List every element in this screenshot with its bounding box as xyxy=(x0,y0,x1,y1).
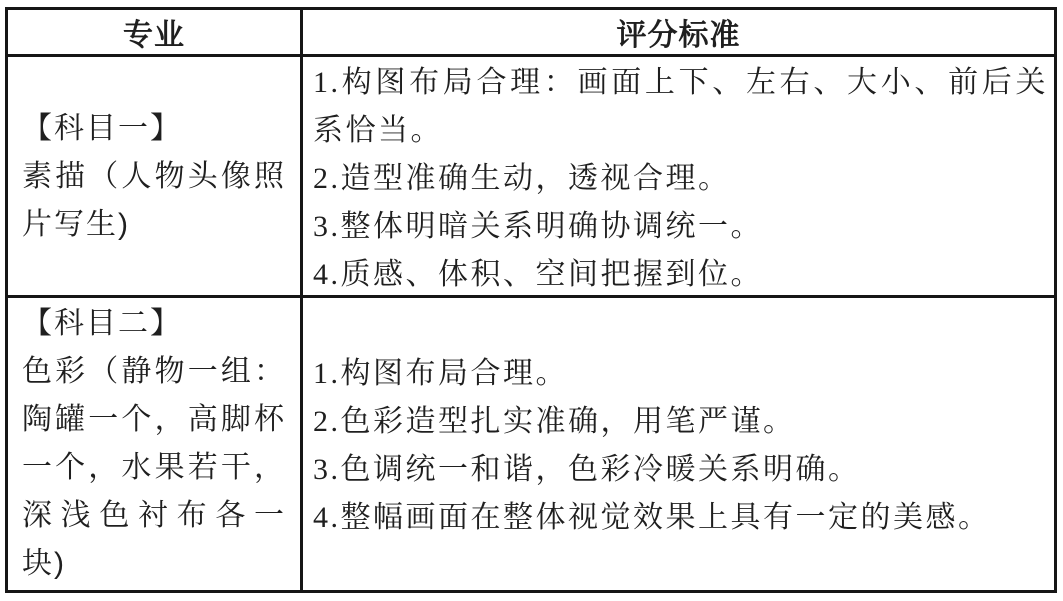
subject-2-criterion-3: 3.色调统一和谐，色彩冷暖关系明确。 xyxy=(313,453,861,486)
subject-2-criterion-1: 1.构图布局合理。 xyxy=(313,357,568,390)
subject-2-tag: 【科目二】 xyxy=(22,307,182,340)
major-cell-subject-2 xyxy=(8,298,303,590)
column-header-major-label: 专业 xyxy=(123,19,185,52)
major-cell-subject-1 xyxy=(8,57,303,298)
subject-1-criterion-2: 2.造型准确生动，透视合理。 xyxy=(313,162,731,195)
subject-2-criterion-2: 2.色彩造型扎实准确，用笔严谨。 xyxy=(313,405,796,438)
subject-1-criterion-3: 3.整体明暗关系明确协调统一。 xyxy=(313,210,763,243)
scoring-criteria-table xyxy=(5,7,1057,593)
subject-2-criterion-4: 4.整幅画面在整体视觉效果上具有一定的美感。 xyxy=(313,501,991,534)
column-header-criteria-label: 评分标准 xyxy=(616,19,741,52)
subject-1-tag: 【科目一】 xyxy=(22,112,182,145)
criteria-cell-subject-2 xyxy=(303,298,1054,590)
subject-1-criterion-4: 4.质感、体积、空间把握到位。 xyxy=(313,258,763,291)
column-header-major xyxy=(8,10,303,57)
subject-1-description: 素描（人物头像照片写生) xyxy=(22,160,286,241)
subject-2-description: 色彩（静物一组：陶罐一个，高脚杯一个，水果若干，深浅色衬布各一块) xyxy=(22,355,286,580)
column-header-criteria xyxy=(303,10,1054,57)
subject-1-criterion-1: 1.构图布局合理：画面上下、左右、大小、前后关系恰当。 xyxy=(313,66,1048,147)
criteria-cell-subject-1 xyxy=(303,57,1054,298)
